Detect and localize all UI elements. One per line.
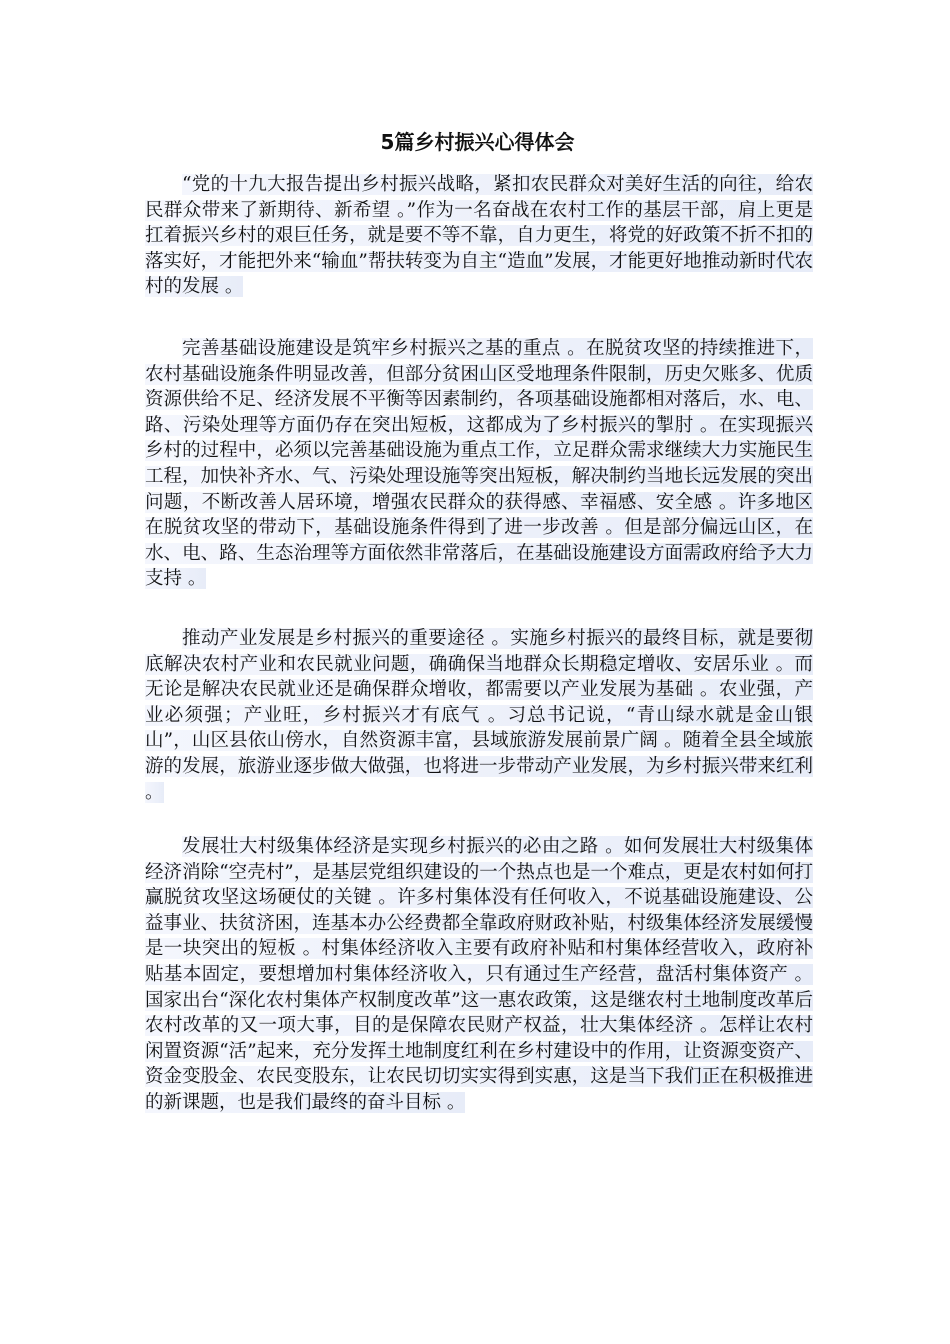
paragraph-3-text: 推动产业发展是乡村振兴的重要途径 。实施乡村振兴的最终目标，就是要彻底解决农村产业和农民就业问题，确确保当地群众长期稳定增收、安居乐业 。而无论是解决农民就业还是确保群众增收，都需要以产业发展为基础 。农业强，产业必须强；产业旺，乡村振兴才有底气 。习总书记说，“青山绿水就是金山银山”，山区县依山傍水，自然资源丰富，县域旅游发展前景广阔 。随着全县全域旅游的发展，旅游业逐步做大做强，也将进一步带动产业发展，为乡村振兴带来红利 。 xyxy=(145,628,813,803)
paragraph-4 xyxy=(145,834,813,1116)
paragraph-4-text: 发展壮大村级集体经济是实现乡村振兴的必由之路 。如何发展壮大村级集体经济消除“空壳村”，是基层党组织建设的一个热点也是一个难点，更是农村如何打赢脱贫攻坚这场硬仗的关键 。许多村集体没有任何收入，不说基础设施建设、公益事业、扶贫济困，连基本办公经费都全靠政府财政补贴，村级集体经济发展缓慢是一块突出的短板 。村集体经济收入主要有政府补贴和村集体经营收入，政府补贴基本固定，要想增加村集体经济收入，只有通过生产经营，盘活村集体资产 。国家出台“深化农村集体产权制度改革”这一惠农政策，这是继农村土地制度改革后农村改革的又一项大事，目的是保障农民财产权益，壮大集体经济 。怎样让农村闲置资源“活”起来，充分发挥土地制度红利在乡村建设中的作用，让资源变资产、资金变股金、农民变股东，让农民切切实实得到实惠，这是当下我们正在积极推进的新课题，也是我们最终的奋斗目标 。 xyxy=(145,836,813,1113)
paragraph-2 xyxy=(145,336,813,592)
document-title: 5篇乡村振兴心得体会 xyxy=(380,130,575,154)
paragraph-1-text: “党的十九大报告提出乡村振兴战略，紧扣农民群众对美好生活的向往，给农民群众带来了新期待、新希望 。”作为一名奋战在农村工作的基层干部，肩上更是扛着振兴乡村的艰巨任务，就是要不等不靠，自力更生，将党的好政策不折不扣的落实好，才能把外来“输血”帮扶转变为自主“造血”发展，才能更好地推动新时代农村的发展 。 xyxy=(145,174,813,298)
paragraph-2-text: 完善基础设施建设是筑牢乡村振兴之基的重点 。在脱贫攻坚的持续推进下，农村基础设施条件明显改善，但部分贫困山区受地理条件限制，历史欠账多、优质资源供给不足、经济发展不平衡等因素制约，各项基础设施都相对落后，水、电、路、污染处理等方面仍存在突出短板，这都成为了乡村振兴的掣肘 。在实现振兴乡村的过程中，必须以完善基础设施为重点工作，立足群众需求继续大力实施民生工程，加快补齐水、气、污染处理设施等突出短板，解决制约当地长远发展的突出问题，不断改善人居环境，增强农民群众的获得感、幸福感、安全感 。许多地区在脱贫攻坚的带动下，基础设施条件得到了进一步改善 。但是部分偏远山区，在水、电、路、生态治理等方面依然非常落后，在基础设施建设方面需政府给予大力支持 。 xyxy=(145,338,813,590)
paragraph-3 xyxy=(145,626,813,805)
paragraph-1 xyxy=(145,172,813,300)
